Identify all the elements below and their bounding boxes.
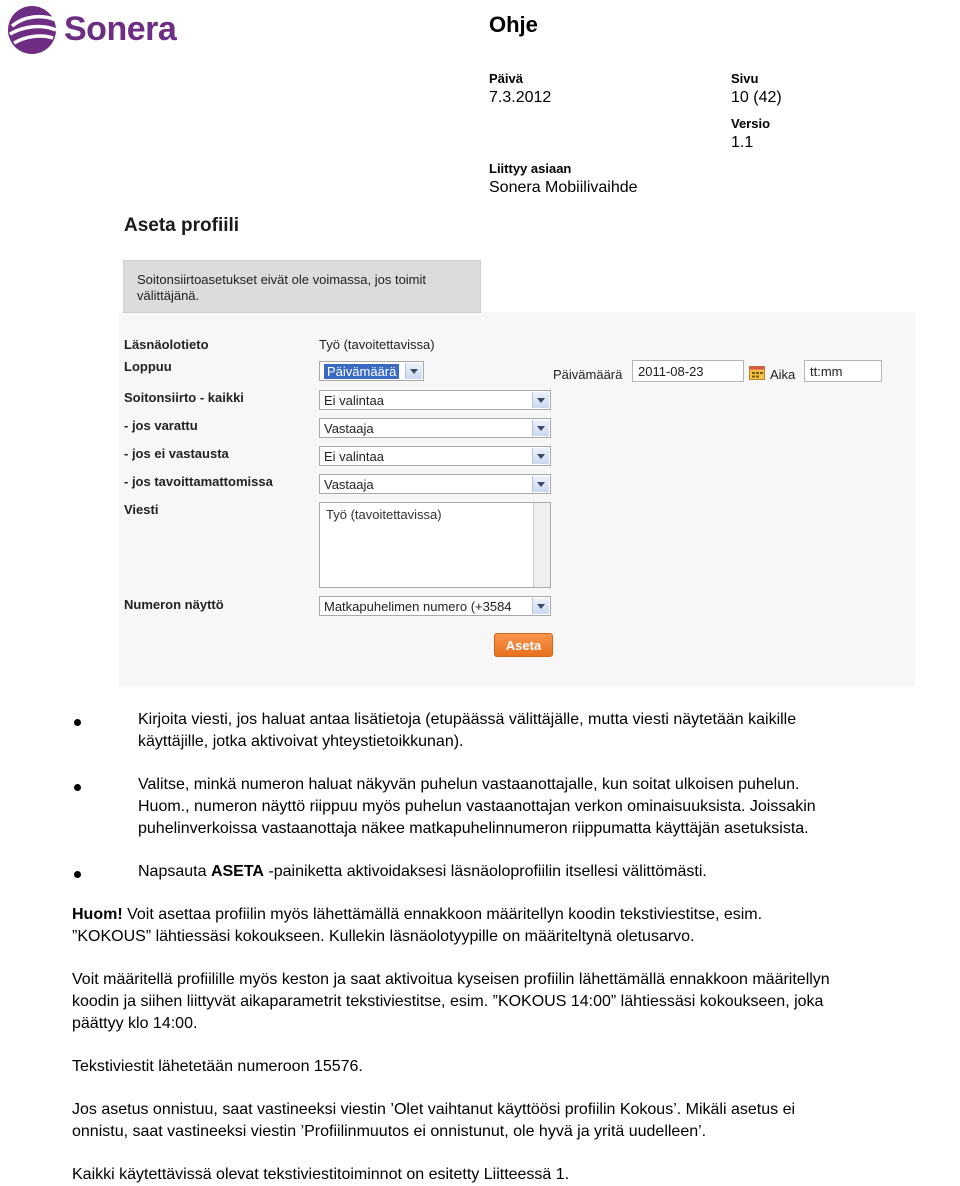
bullet-2-line-2: Huom., numeron näyttö riippuu myös puhelun vastaanottajan verkon ominaisuuksista. Joissakin bbox=[138, 798, 816, 815]
related-label: Liittyy asiaan bbox=[489, 161, 572, 176]
date-label: Päivä bbox=[489, 71, 523, 86]
chevron-down-icon bbox=[532, 476, 549, 492]
date-field-label: Päivämäärä bbox=[553, 367, 623, 382]
number-display-select[interactable] bbox=[319, 596, 551, 616]
presence-value: Työ (tavoitettavissa) bbox=[319, 337, 435, 352]
bullet-1 bbox=[74, 719, 81, 726]
bullet-3-text: Napsauta ASETA -painiketta aktivoidaksesi läsnäoloprofiilin itsellesi välittömästi. bbox=[138, 863, 707, 880]
para-2-line-1: Voit määritellä profiilille myös keston ja saat aktivoitua kyseisen profiilin lähettämällä ennakkoon määritellyn bbox=[72, 971, 830, 988]
para-2-line-3: päättyy klo 14:00. bbox=[72, 1015, 198, 1032]
sonera-logo-icon bbox=[6, 4, 58, 56]
forward-all-select[interactable] bbox=[319, 390, 551, 410]
calendar-icon[interactable] bbox=[749, 365, 765, 380]
note-bold: Huom! bbox=[72, 906, 123, 923]
note-line-1: Huom! Voit asettaa profiilin myös lähettämällä ennakkoon määritellyn koodin tekstiviestitse, esim. bbox=[72, 906, 763, 923]
page-value: 10 (42) bbox=[731, 89, 782, 106]
time-field-label: Aika bbox=[770, 367, 796, 382]
note-line-2: ”KOKOUS” lähtiessäsi kokoukseen. Kullekin läsnäolotyypille on määriteltynä oletusarvo. bbox=[72, 928, 695, 945]
page-label: Sivu bbox=[731, 71, 759, 86]
if-unreachable-select[interactable] bbox=[319, 474, 551, 494]
para-4-line-1: Jos asetus onnistuu, saat vastineeksi viestin ’Olet vaihtanut käyttöösi profiilin Kokous’. Mikäli asetus ei bbox=[72, 1101, 796, 1118]
bullet-1-line-2: käyttäjille, jotka aktivoivat yhteystietoikkunan). bbox=[138, 733, 464, 750]
version-label: Versio bbox=[731, 116, 771, 131]
if-no-answer-select[interactable] bbox=[319, 446, 551, 466]
if-busy-select[interactable] bbox=[319, 418, 551, 438]
bullet-1-line-1: Kirjoita viesti, jos haluat antaa lisätietoja (etupäässä välittäjälle, mutta viesti näytetään kaikille bbox=[138, 711, 797, 728]
form-panel bbox=[119, 312, 915, 687]
message-value: Työ (tavoitettavissa) bbox=[326, 507, 442, 522]
forward-all-label: Soitonsiirto - kaikki bbox=[124, 390, 244, 405]
chevron-down-icon bbox=[532, 420, 549, 436]
document-title: Ohje bbox=[489, 12, 538, 37]
if-unreachable-label: - jos tavoittamattomissa bbox=[124, 474, 273, 489]
chevron-down-icon bbox=[532, 392, 549, 408]
chevron-down-icon bbox=[532, 598, 549, 614]
bullet-2-line-3: puhelinverkoissa vastaanottaja näkee matkapuhelinnumeron riippumatta käyttäjän asetuksista. bbox=[138, 820, 809, 837]
number-display-value: Matkapuhelimen numero (+3584 bbox=[324, 599, 512, 614]
if-no-answer-label: - jos ei vastausta bbox=[124, 446, 229, 461]
textarea-scrollbar[interactable] bbox=[533, 503, 550, 587]
para-5: Kaikki käytettävissä olevat tekstiviestitoiminnot on esitetty Liitteessä 1. bbox=[72, 1166, 570, 1183]
date-input[interactable]: 2011-08-23 bbox=[632, 360, 744, 382]
form-title: Aseta profiili bbox=[124, 215, 240, 236]
presence-label: Läsnäolotieto bbox=[124, 337, 209, 352]
notice-text: Soitonsiirtoasetukset eivät ole voimassa, jos toimit välittäjänä. bbox=[137, 272, 427, 303]
bullet-2-line-1: Valitse, minkä numeron haluat näkyvän puhelun vastaanottajalle, kun soitat ulkoisen puhelun. bbox=[138, 776, 800, 793]
time-input[interactable]: tt:mm bbox=[804, 360, 882, 382]
logo-text: Sonera bbox=[64, 10, 177, 48]
if-unreachable-value: Vastaaja bbox=[324, 477, 374, 492]
bullet-3 bbox=[74, 871, 81, 878]
forward-all-value: Ei valintaa bbox=[324, 393, 384, 408]
version-value: 1.1 bbox=[731, 134, 754, 151]
end-select[interactable] bbox=[319, 361, 424, 381]
aseta-bold: ASETA bbox=[210, 863, 264, 880]
message-textarea[interactable] bbox=[319, 502, 551, 588]
message-label: Viesti bbox=[124, 502, 159, 517]
related-value: Sonera Mobiilivaihde bbox=[489, 179, 638, 196]
chevron-down-icon bbox=[532, 448, 549, 464]
date-value: 7.3.2012 bbox=[489, 89, 552, 106]
if-busy-value: Vastaaja bbox=[324, 421, 374, 436]
number-display-label: Numeron näyttö bbox=[124, 597, 224, 612]
para-2-line-2: koodin ja siihen liittyvät aikaparametrit tekstiviestitse, esim. ”KOKOUS 14:00” lähtiessäsi kokoukseen, joka bbox=[72, 993, 824, 1010]
end-label: Loppuu bbox=[124, 359, 172, 374]
end-select-value: Päivämäärä bbox=[324, 364, 399, 379]
bullet-2 bbox=[74, 784, 81, 791]
if-busy-label: - jos varattu bbox=[124, 418, 198, 433]
chevron-down-icon bbox=[405, 363, 422, 379]
para-3: Tekstiviestit lähetetään numeroon 15576. bbox=[72, 1058, 363, 1075]
if-no-answer-value: Ei valintaa bbox=[324, 449, 384, 464]
aseta-button[interactable]: Aseta bbox=[494, 633, 553, 657]
para-4-line-2: onnistu, saat vastineeksi viestin ’Profiilinmuutos ei onnistunut, ole hyvä ja yritä uudelleen’. bbox=[72, 1123, 707, 1140]
